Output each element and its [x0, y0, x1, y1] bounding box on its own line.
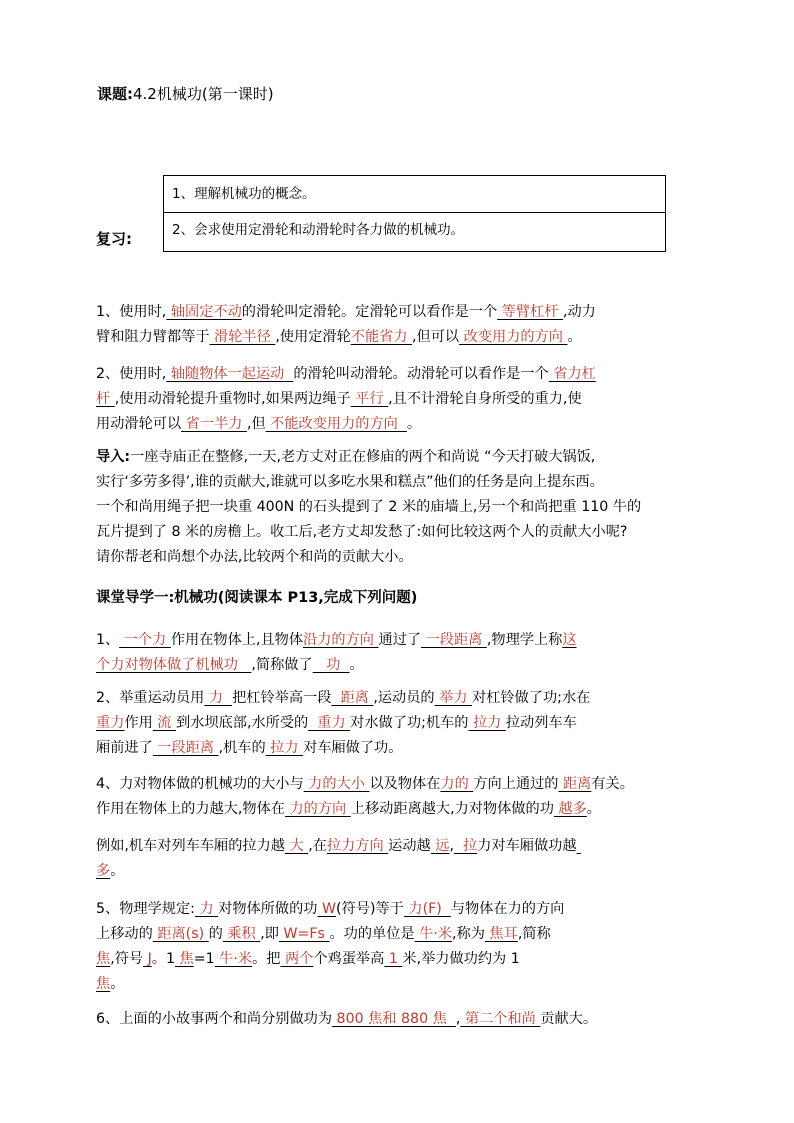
- answer-blank: 力的方向: [289, 801, 347, 817]
- answer-blank: 牛·米: [219, 951, 253, 967]
- answer-blank: 越多: [558, 801, 587, 817]
- text: ,物理学上称: [486, 632, 563, 648]
- answer-blank: 距离(s): [157, 926, 205, 942]
- text: ,在: [308, 838, 327, 854]
- text: 。把: [252, 951, 281, 967]
- answer-blank: 拉力: [270, 740, 299, 756]
- answer-blank: 力: [208, 690, 224, 706]
- text: 上移动距离越大,力对物体做的功: [350, 801, 554, 817]
- text: 与物体在力的方向: [450, 901, 565, 917]
- question-1: [96, 628, 701, 678]
- answer-blank: 省一半力: [185, 416, 243, 432]
- question-5: [96, 897, 701, 997]
- lesson-title: [97, 83, 274, 105]
- text: 1、: [96, 632, 120, 648]
- text: ,: [455, 1011, 461, 1027]
- answer-blank: 第二个和尚: [464, 1011, 536, 1027]
- answer-blank: 沿力的方向: [303, 632, 374, 648]
- text: 对车厢做了功。: [303, 740, 403, 756]
- text: 。1: [151, 951, 176, 967]
- answer-blank: 轴固定不动: [170, 304, 242, 320]
- text: 的: [208, 926, 223, 942]
- text: 6、上面的小故事两个和尚分别做功为: [96, 1011, 333, 1027]
- text: 。: [110, 863, 125, 879]
- text: 贡献大。: [540, 1011, 598, 1027]
- answer-blank: 拉力: [472, 715, 502, 731]
- intro-story: [96, 445, 701, 570]
- text: 一座寺庙正在整修,一天,老方丈对正在修庙的两个和尚说 “今天打破大锅饭,: [130, 449, 596, 465]
- text: ,使用定滑轮: [275, 329, 351, 345]
- text: 。: [349, 657, 364, 673]
- answer-blank: 力: [199, 901, 214, 917]
- answer-blank: 距离: [562, 776, 592, 792]
- text: ,使用动滑轮提升重物时,如果两边绳子: [114, 391, 351, 407]
- answer-blank: 滑轮半径: [214, 329, 271, 345]
- text: 2、举重运动员用: [96, 690, 205, 706]
- text: 厢前进了: [96, 740, 153, 756]
- text: ,符号: [110, 951, 144, 967]
- answer-blank: 焦: [96, 951, 111, 967]
- text: 5、物理学规定:: [96, 901, 195, 917]
- text: 把杠铃举高一段: [232, 690, 332, 706]
- text: ,即: [260, 926, 279, 942]
- text: 力对车厢做功越: [477, 838, 577, 854]
- text: 对杠铃做了功;水在: [472, 690, 591, 706]
- text: 例如,机车对列车车厢的拉力越: [96, 838, 285, 854]
- question-2: [96, 686, 701, 761]
- learning-goals-table: [163, 175, 666, 252]
- answer-blank: 焦: [96, 976, 111, 992]
- text: 。: [110, 976, 125, 992]
- answer-blank: 力的: [440, 776, 469, 792]
- review-question-movable-pulley: [96, 362, 701, 437]
- text: 运动越: [388, 838, 431, 854]
- text: 拉动列车车: [505, 715, 577, 731]
- answer-blank: 重力: [317, 715, 346, 731]
- title-text: 4.2机械功(第一课时): [133, 85, 274, 103]
- question-6: [96, 1007, 701, 1032]
- answer-blank: 等臂杠杆: [501, 304, 559, 320]
- answer-blank: W=Fs: [283, 926, 325, 942]
- text: (符号)等于: [336, 901, 404, 917]
- answer-blank: 一段距离: [425, 632, 483, 648]
- question-4: [96, 772, 701, 822]
- answer-blank: 力(F): [408, 901, 442, 917]
- answer-blank: 杆: [96, 391, 111, 407]
- review-question-fixed-pulley: [96, 300, 701, 350]
- text: ,称为: [452, 926, 485, 942]
- answer-blank: 省力杠: [553, 366, 596, 382]
- answer-blank: W: [322, 901, 337, 917]
- answer-blank: 拉力方向: [326, 838, 384, 854]
- text: ,且不计滑轮自身所受的重力,使: [388, 391, 582, 407]
- answer-blank: 重力: [96, 715, 125, 731]
- text: 2、使用时,: [96, 366, 167, 382]
- text: ,机车的: [218, 740, 266, 756]
- answer-blank: 乘积: [227, 926, 256, 942]
- answer-blank: 焦: [179, 951, 194, 967]
- answer-blank: 功: [326, 657, 341, 673]
- text: 1、使用时,: [96, 304, 167, 320]
- text: 以及物体在: [369, 776, 441, 792]
- text: ,运动员的: [373, 690, 435, 706]
- text: 方向上通过的: [473, 776, 559, 792]
- text: 对物体所做的功: [218, 901, 318, 917]
- intro-label: 导入:: [96, 449, 131, 465]
- answer-blank: 距离: [340, 690, 369, 706]
- text: 到水坝底部,水所受的: [176, 715, 309, 731]
- answer-blank: 力的大小: [308, 776, 365, 792]
- section-heading: 课堂导学一:机械功(阅读课本 P13,完成下列问题): [96, 590, 418, 606]
- text: 4、力对物体做的机械功的大小与: [96, 776, 304, 792]
- answer-blank: 不能改变用力的方向: [270, 416, 398, 432]
- answer-blank: 改变用力的方向: [463, 329, 563, 345]
- text: 瓦片提到了 8 米的房檐上。收工后,老方丈却发愁了:如何比较这两个人的贡献大小呢?: [96, 524, 628, 540]
- answer-blank: 流: [157, 715, 172, 731]
- answer-blank: 举力: [439, 690, 468, 706]
- text: 。功的单位是: [329, 926, 415, 942]
- text: 作用在物体上的力越大,物体在: [96, 801, 285, 817]
- text: 臂和阻力臂都等于: [96, 329, 210, 345]
- text: 实行‘多劳多得’,谁的贡献大,谁就可以多吃水果和糕点”他们的任务是向上提东西。: [96, 474, 604, 490]
- text: =1: [193, 951, 215, 967]
- text: 的滑轮叫定滑轮。定滑轮可以看作是一个: [241, 304, 498, 320]
- text: 用动滑轮可以: [96, 416, 182, 432]
- text: 作用在物体上,且物体: [170, 632, 304, 648]
- answer-blank: J: [147, 951, 152, 967]
- answer-blank: 拉: [463, 838, 478, 854]
- answer-blank: 轴随物体一起运动: [170, 366, 285, 382]
- answer-blank: 平行: [355, 391, 384, 407]
- answer-blank: 这: [562, 632, 577, 648]
- goal-row: 1、理解机械功的概念。: [172, 186, 316, 202]
- answer-blank: 一段距离: [157, 740, 215, 756]
- answer-blank: 大: [289, 838, 304, 854]
- text: 上移动的: [96, 926, 153, 942]
- answer-blank: 牛·米: [419, 926, 453, 942]
- answer-blank: 个力对物体做了机械功: [96, 657, 238, 673]
- text: 的滑轮叫动滑轮。动滑轮可以看作是一个: [293, 366, 549, 382]
- answer-blank: 焦耳: [489, 926, 518, 942]
- text: ,简称: [517, 926, 551, 942]
- text: 个鸡蛋举高: [313, 951, 385, 967]
- review-label: 复习:: [96, 230, 132, 248]
- text: 米,举力做功约为 1: [402, 951, 520, 967]
- text: 通过了: [378, 632, 422, 648]
- answer-blank: 不能省力: [350, 329, 408, 345]
- text: 。: [567, 329, 582, 345]
- text: 一个和尚用绳子把一块重 400N 的石头提到了 2 米的庙墙上,另一个和尚把重 110 牛的: [96, 499, 642, 515]
- answer-blank: 1: [388, 951, 398, 967]
- title-label: 课题:: [97, 85, 133, 103]
- text: ,动力: [562, 304, 596, 320]
- goal-row: 2、会求使用定滑轮和动滑轮时各力做的机械功。: [164, 212, 665, 251]
- example-locomotive: [96, 834, 701, 884]
- text: ,: [449, 838, 454, 854]
- text: 作用: [124, 715, 153, 731]
- text: 对水做了功;机车的: [350, 715, 469, 731]
- answer-blank: 两个: [284, 951, 314, 967]
- text: ,简称做了: [251, 657, 313, 673]
- text: ,但可以: [412, 329, 460, 345]
- answer-blank: 一个力: [123, 632, 167, 648]
- text: 请你帮老和尚想个办法,比较两个和尚的贡献大小。: [96, 549, 413, 565]
- answer-blank: 800 焦和 880 焦: [336, 1011, 447, 1027]
- answer-blank: 远: [435, 838, 450, 854]
- text: 。: [406, 416, 422, 432]
- text: 有关。: [591, 776, 634, 792]
- text: 。: [586, 801, 601, 817]
- answer-blank: 多: [96, 863, 111, 879]
- text: ,但: [246, 416, 266, 432]
